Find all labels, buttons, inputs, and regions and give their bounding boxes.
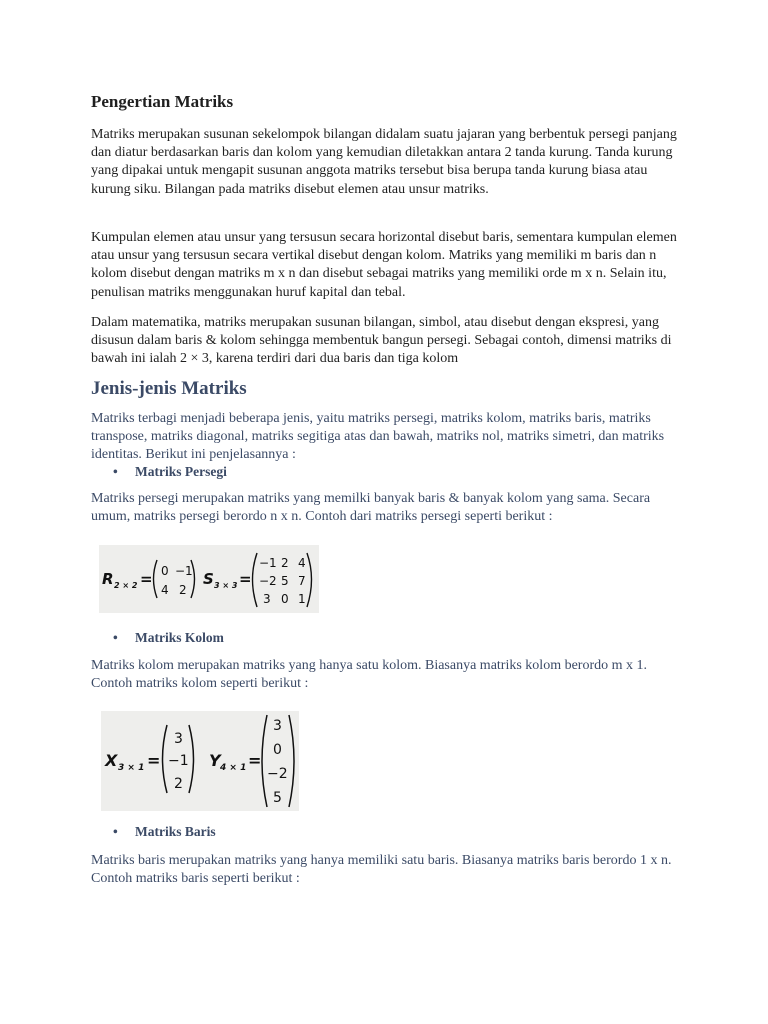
section-heading: Jenis-jenis Matriks [91, 378, 247, 399]
matrix-cell: 2 [281, 556, 289, 570]
matrix-cell: 3 [174, 731, 183, 747]
matrix-cell: 7 [298, 574, 306, 588]
matrix-cell: 0 [273, 742, 282, 758]
matrix-cell: −2 [259, 574, 277, 588]
bullet-matriks-baris [113, 824, 216, 840]
matrix-cell: 0 [281, 592, 289, 606]
paragraph-rows-columns: Kumpulan elemen atau unsur yang tersusun secara horizontal disebut baris, sementara kumpulan elemen atau unsur yang tersusun secara vertikal disebut dengan kolom. Matriks yang memiliki m baris dan n kolom disebut dengan matriks m x n dan disebut sebagai matriks yang memiliki orde m x n. Selain itu, penulisan matriks menggunakan huruf kapital dan tebal. [91, 230, 677, 300]
matrix-r-order: 2 × 2 [114, 581, 138, 590]
matrix-x-order: 3 × 1 [118, 763, 145, 773]
matrix-s-equals: = [239, 570, 252, 588]
paragraph-matriks-kolom: Matriks kolom merupakan matriks yang hanya satu kolom. Biasanya matriks kolom berordo m x 1. Contoh matriks kolom seperti berikut : [91, 658, 648, 692]
column-matrix-figure [101, 711, 299, 811]
bullet-matriks-persegi [113, 464, 227, 480]
matrix-x-equals: = [147, 751, 161, 770]
page-title: Pengertian Matriks [91, 92, 234, 111]
bracket-left [154, 560, 158, 598]
bullet-label: Matriks Kolom [135, 630, 224, 645]
matrix-cell: −1 [168, 753, 189, 769]
bullet-label: Matriks Baris [135, 824, 216, 839]
bracket-left [262, 715, 267, 807]
square-matrix-figure [99, 545, 319, 613]
bracket-right [289, 715, 294, 807]
matrix-y-order: 4 × 1 [220, 763, 247, 773]
matrix-s-order: 3 × 3 [214, 581, 238, 590]
matrix-cell: 2 [174, 776, 183, 792]
matrix-cell: 0 [161, 564, 169, 578]
bullet-dot: • [113, 630, 118, 645]
matrix-cell: 5 [281, 574, 289, 588]
matrix-cell: 4 [161, 583, 169, 597]
bracket-left [253, 553, 258, 607]
bracket-right [189, 725, 194, 793]
matrix-cell: 2 [179, 583, 187, 597]
section-intro: Matriks terbagi menjadi beberapa jenis, yaitu matriks persegi, matriks kolom, matriks baris, matriks transpose, matriks diagonal, matriks segitiga atas dan bawah, matriks nol, matriks simetri, dan matriks identitas. Berikut ini penjelasannya : [91, 411, 665, 463]
matrix-r-equals: = [140, 570, 153, 588]
matrix-r-name: R [102, 570, 114, 588]
bracket-right [307, 553, 312, 607]
bullet-matriks-kolom [113, 630, 224, 646]
matrix-cell: 1 [298, 592, 306, 606]
square-matrix-example-image [99, 545, 319, 613]
matrix-cell: 5 [273, 790, 282, 806]
paragraph-matriks-baris: Matriks baris merupakan matriks yang hanya memiliki satu baris. Biasanya matriks baris berordo 1 x n. Contoh matriks baris seperti berikut : [91, 853, 672, 887]
bullet-dot: • [113, 824, 118, 839]
column-matrix-example-image [101, 711, 299, 811]
matrix-y-name: Y [209, 751, 221, 770]
paragraph-definition: Matriks merupakan susunan sekelompok bilangan didalam suatu jajaran yang berbentuk persegi panjang dan diatur berdasarkan baris dan kolom yang kemudian diletakkan antara 2 tanda kurung. Tanda kurung yang dipakai untuk mengapit susunan anggota matriks tersebut bisa berupa tanda kurung biasa atau kurung siku. Bilangan pada matriks disebut elemen atau unsur matriks. [91, 127, 677, 197]
paragraph-matriks-persegi: Matriks persegi merupakan matriks yang memilki banyak baris & banyak kolom yang sama. Secara umum, matriks persegi berordo n x n. Contoh dari matriks persegi seperti berikut : [91, 491, 651, 525]
matrix-cell: 3 [263, 592, 271, 606]
matrix-cell: −1 [259, 556, 277, 570]
matrix-x-name: X [105, 751, 118, 770]
bracket-left [163, 725, 168, 793]
matrix-s-name: S [203, 570, 214, 588]
matrix-y-equals: = [248, 751, 262, 770]
matrix-cell: −2 [267, 766, 288, 782]
bullet-dot: • [113, 464, 118, 479]
paragraph-math-definition: Dalam matematika, matriks merupakan susunan bilangan, simbol, atau disebut dengan ekspresi, yang disusun dalam baris & kolom sehingga membentuk bangun persegi. Sebagai contoh, dimensi matriks di bawah ini ialah 2 × 3, karena terdiri dari dua baris dan tiga kolom [91, 315, 672, 367]
matrix-cell: 3 [273, 718, 282, 734]
matrix-cell: 4 [298, 556, 306, 570]
matrix-cell: −1 [175, 564, 193, 578]
bullet-label: Matriks Persegi [135, 464, 227, 479]
